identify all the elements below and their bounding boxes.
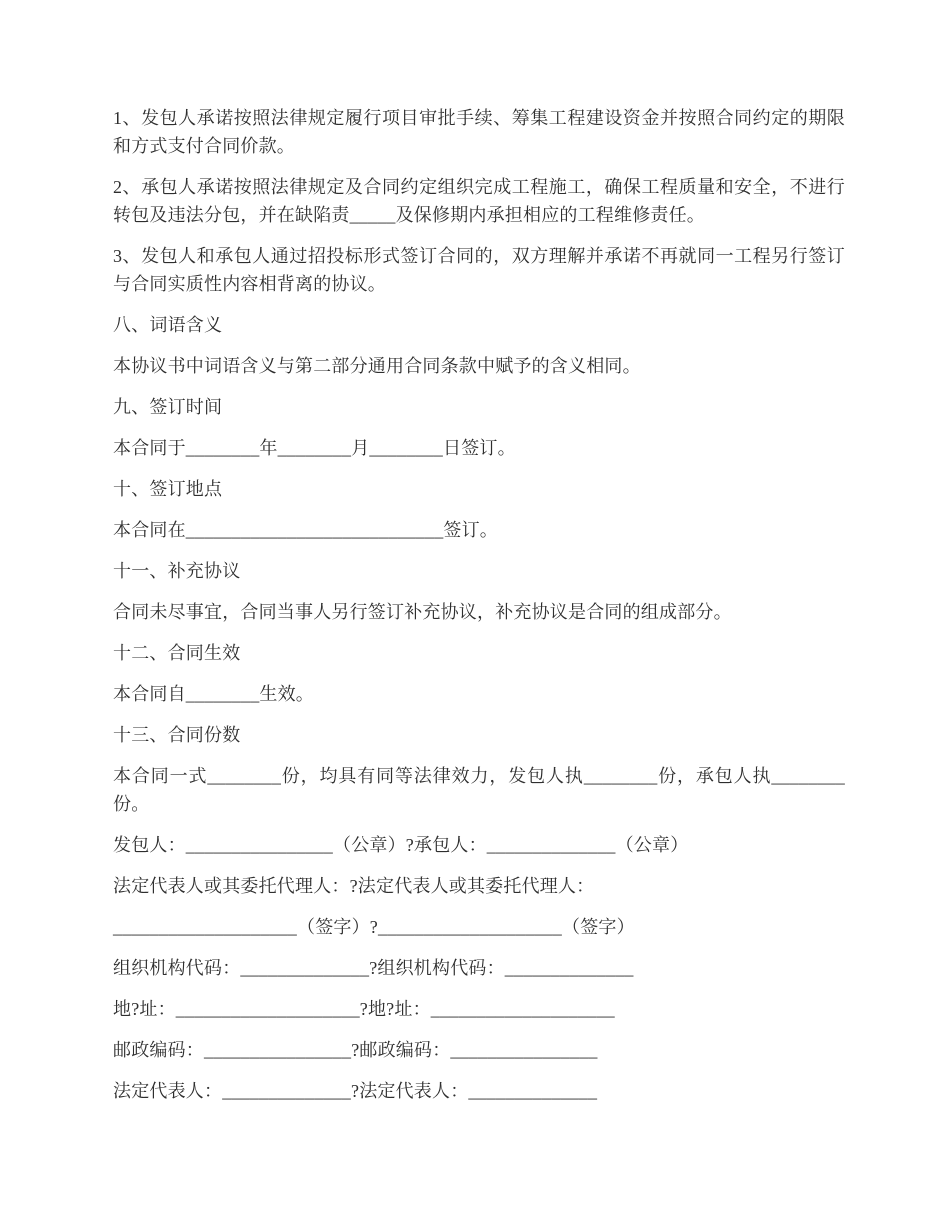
contract-paragraph: ____________________（签字）?____________________（签字）: [113, 917, 635, 937]
section-heading: 八、词语含义: [113, 315, 223, 335]
section-heading: 十二、合同生效: [113, 643, 241, 663]
contract-paragraph: 本协议书中词语含义与第二部分通用合同条款中赋予的含义相同。: [113, 356, 641, 376]
contract-paragraph: 邮政编码：________________?邮政编码：________________: [113, 1040, 598, 1060]
contract-paragraph: 地?址：____________________?地?址：____________________: [113, 999, 615, 1019]
contract-paragraph: 本合同于________年________月________日签订。: [113, 438, 516, 458]
contract-paragraph: 本合同一式________份，均具有同等法律效力，发包人执________份，承包人执________份。: [113, 766, 845, 814]
contract-paragraph: 3、发包人和承包人通过招投标形式签订合同的，双方理解并承诺不再就同一工程另行签订与合同实质性内容相背离的协议。: [113, 246, 845, 294]
section-heading: 十三、合同份数: [113, 725, 241, 745]
contract-paragraph: 法定代表人或其委托代理人：?法定代表人或其委托代理人：: [113, 876, 595, 896]
contract-paragraph: 发包人：________________（公章）?承包人：______________（公章）: [113, 835, 689, 855]
contract-paragraph: 本合同自________生效。: [113, 684, 314, 704]
contract-paragraph: 法定代表人：______________?法定代表人：______________: [113, 1081, 598, 1101]
contract-paragraph: 合同未尽事宜，合同当事人另行签订补充协议，补充协议是合同的组成部分。: [113, 602, 732, 622]
contract-paragraph: 1、发包人承诺按照法律规定履行项目审批手续、筹集工程建设资金并按照合同约定的期限和方式支付合同价款。: [113, 108, 845, 156]
contract-body: [113, 104, 845, 1105]
contract-paragraph: 本合同在____________________________签订。: [113, 520, 498, 540]
section-heading: 十、签订地点: [113, 479, 223, 499]
contract-paragraph: 2、承包人承诺按照法律规定及合同约定组织完成工程施工，确保工程质量和安全，不进行转包及违法分包，并在缺陷责_____及保修期内承担相应的工程维修责任。: [113, 177, 845, 225]
section-heading: 九、签订时间: [113, 397, 223, 417]
section-heading: 十一、补充协议: [113, 561, 241, 581]
contract-paragraph: 组织机构代码：______________?组织机构代码：______________: [113, 958, 634, 978]
